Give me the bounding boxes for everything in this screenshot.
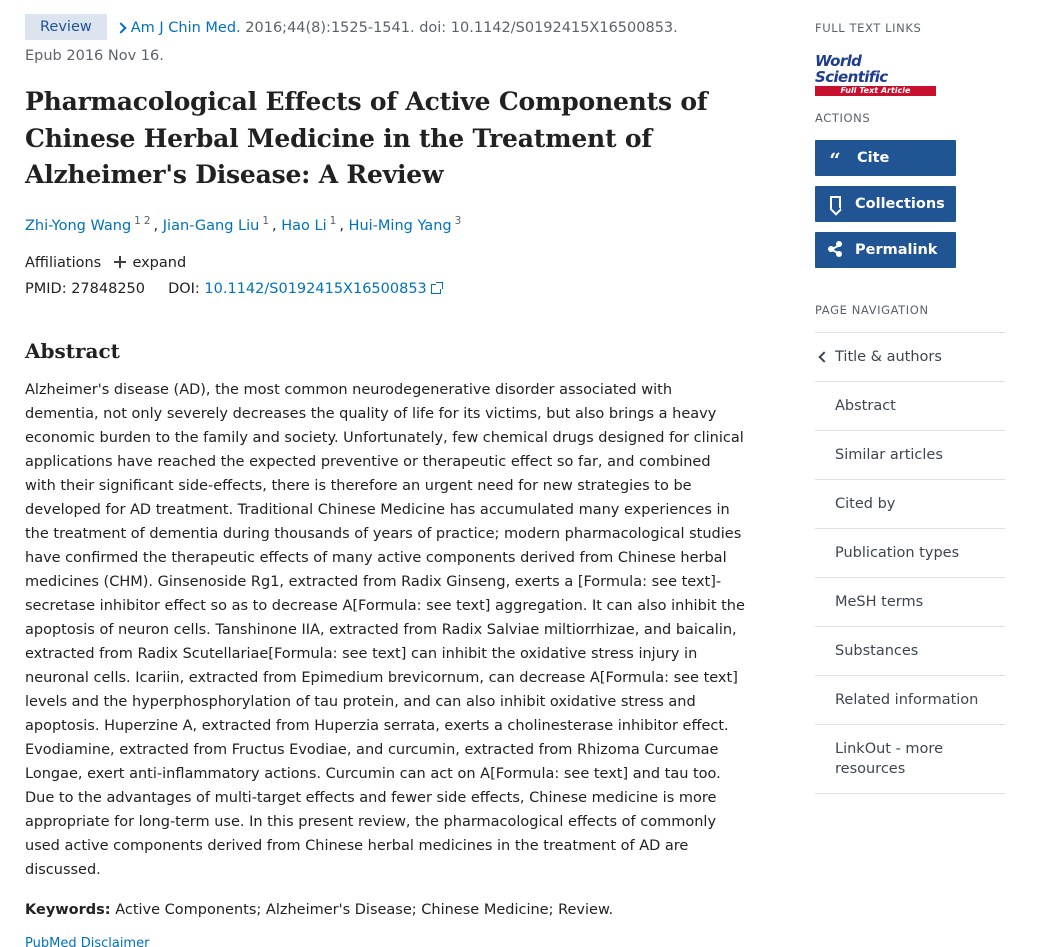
- nav-item-mesh-terms[interactable]: [815, 578, 1005, 627]
- world-scientific-logo-text: World Scientific: [815, 52, 888, 86]
- nav-item-label: LinkOut - more resources: [835, 741, 943, 777]
- pmid-label: PMID:: [25, 280, 67, 297]
- external-link-icon: [431, 284, 441, 294]
- page-navigation-list: [815, 332, 1005, 794]
- quote-icon: “: [829, 148, 841, 172]
- pmid-value: 27848250: [71, 280, 146, 297]
- nav-item-linkout[interactable]: [815, 725, 1005, 794]
- chevron-right-icon: [115, 22, 126, 33]
- keywords-text: Active Components; Alzheimer's Disease; Chinese Medicine; Review.: [115, 901, 614, 918]
- nav-item-similar-articles[interactable]: [815, 431, 1005, 480]
- actions-group: [815, 140, 1005, 268]
- author-affiliation-refs: [262, 215, 272, 227]
- nav-item-label: Similar articles: [835, 447, 943, 463]
- abstract-text: Alzheimer's disease (AD), the most common neurodegenerative disorder associated with dementia, not only severely decreases the quality of life for its victims, but also brings a heavy economic burden to the family and society. Unfortunately, few chemical drugs designed for clinical applications have reached the expected preventive or therapeutic effect so far, and combined with their significant side-effects, there is therefore an urgent need for new strategies to be developed for AD treatment. Traditional Chinese Medicine has accumulated many experiences in the treatment of dementia during thousands of years of practice; modern pharmacological studies have confirmed the therapeutic effects of many active components derived from Chinese herbal medicines (CHM). Ginsenoside Rg1, extracted from Radix Ginseng, exerts a [Formula: see text]-secretase inhibitor effect so as to decrease A[Formula: see text] aggregation. It can also inhibit the apoptosis of neuron cells. Tanshinone IIA, extracted from Radix Salviae miltiorrhizae, and baicalin, extracted from Radix Scutellariae[Formula: see text] can inhibit the oxidative stress injury in neuronal cells. Icariin, extracted from Epimedium brevicornum, can decrease A[Formula: see text] levels and the hyperphosphorylation of tau protein, and can also inhibit oxidative stress and apoptosis. Huperzine A, extracted from Huperzia serrata, exerts a cholinesterase inhibitor effect. Evodiamine, extracted from Fructus Evodiae, and curcumin, extracted from Rhizoma Curcumae Longae, exert anti-inflammatory actions. Curcumin can act on A[Formula: see text] and tau too. Due to the advantages of multi-target effects and fewer side effects, Chinese medicine is more appropriate for long-term use. In this present review, the pharmacological effects of commonly used active components derived from Chinese herbal medicines in the treatment of AD are discussed.: [25, 381, 745, 878]
- chevron-left-icon: [818, 351, 829, 362]
- article-main: [25, 14, 745, 947]
- sidebar: [815, 20, 1005, 794]
- cite-button[interactable]: [815, 140, 956, 176]
- affiliation-ref[interactable]: 1: [262, 214, 270, 227]
- share-icon: [815, 242, 855, 258]
- affiliation-ref[interactable]: 2: [143, 214, 151, 227]
- full-text-article-banner: Full Text Article: [815, 86, 936, 96]
- keywords-row: [25, 898, 745, 922]
- epub-date: Epub 2016 Nov 16.: [25, 48, 164, 64]
- permalink-label: Permalink: [855, 242, 938, 258]
- full-text-links-label: FULL TEXT LINKS: [815, 21, 922, 35]
- nav-item-publication-types[interactable]: [815, 529, 1005, 578]
- disclaimer-row: [25, 934, 745, 947]
- expand-label: expand: [132, 254, 187, 271]
- author-list: Zhi-Yong Wang $^{1 2}$ , Jian-Gang Liu $^1$ , Hao Li $^1$ , Hui-Ming Yang $^3$: [25, 209, 745, 238]
- nav-item-label: Substances: [835, 643, 919, 659]
- actions-label: ACTIONS: [815, 111, 871, 125]
- author-link[interactable]: Jian-Gang Liu: [162, 217, 260, 234]
- author-link[interactable]: Zhi-Yong Wang: [25, 217, 132, 234]
- author-link[interactable]: Hui-Ming Yang: [348, 217, 452, 234]
- author-link[interactable]: Hao Li: [281, 217, 327, 234]
- identifiers-row: [25, 276, 745, 302]
- nav-item-abstract[interactable]: [815, 382, 1005, 431]
- publication-type-badge: Review: [25, 14, 107, 40]
- article-meta: [25, 14, 745, 70]
- affiliation-ref[interactable]: 1: [134, 214, 141, 227]
- nav-item-cited-by[interactable]: [815, 480, 1005, 529]
- world-scientific-full-text-link[interactable]: [815, 52, 936, 95]
- article-title: Pharmacological Effects of Active Components of Chinese Herbal Medicine in the Treatment of Alzheimer's Disease: A Review: [25, 87, 708, 189]
- nav-item-label: Cited by: [835, 496, 896, 512]
- author-affiliation-refs: [330, 215, 340, 227]
- author-affiliation-refs: [134, 215, 153, 227]
- page-navigation-label: PAGE NAVIGATION: [815, 303, 929, 317]
- journal-link[interactable]: Am J Chin Med.: [130, 20, 241, 36]
- nav-item-label: Publication types: [835, 545, 960, 561]
- nav-item-related-information[interactable]: [815, 676, 1005, 725]
- affiliations-row: [25, 250, 745, 276]
- bookmark-icon: [815, 196, 855, 212]
- collections-button[interactable]: [815, 186, 956, 222]
- affiliation-ref[interactable]: 3: [454, 214, 462, 227]
- plus-icon: [114, 256, 126, 268]
- keywords-label: Keywords:: [25, 901, 111, 918]
- nav-item-title-authors[interactable]: [815, 333, 1005, 382]
- doi-label: DOI:: [168, 280, 200, 297]
- citation-text: 2016;44(8):1525-1541. doi: 10.1142/S0192415X16500853.: [240, 20, 678, 36]
- doi-value: 10.1142/S0192415X16500853: [204, 280, 427, 297]
- cite-label: Cite: [857, 150, 890, 166]
- nav-item-label: Title & authors: [835, 349, 942, 365]
- affiliations-label: Affiliations: [25, 254, 102, 271]
- expand-affiliations-button[interactable]: [106, 255, 186, 271]
- pubmed-disclaimer-link[interactable]: PubMed Disclaimer: [25, 935, 150, 947]
- nav-item-substances[interactable]: [815, 627, 1005, 676]
- nav-item-label: Related information: [835, 692, 979, 708]
- nav-item-label: MeSH terms: [835, 594, 924, 610]
- collections-label: Collections: [855, 196, 945, 212]
- affiliation-ref[interactable]: 1: [329, 214, 337, 227]
- abstract-heading: Abstract: [25, 338, 120, 363]
- author-affiliation-refs: [455, 215, 465, 227]
- doi-link[interactable]: [204, 281, 440, 297]
- permalink-button[interactable]: [815, 232, 956, 268]
- nav-item-label: Abstract: [835, 398, 896, 414]
